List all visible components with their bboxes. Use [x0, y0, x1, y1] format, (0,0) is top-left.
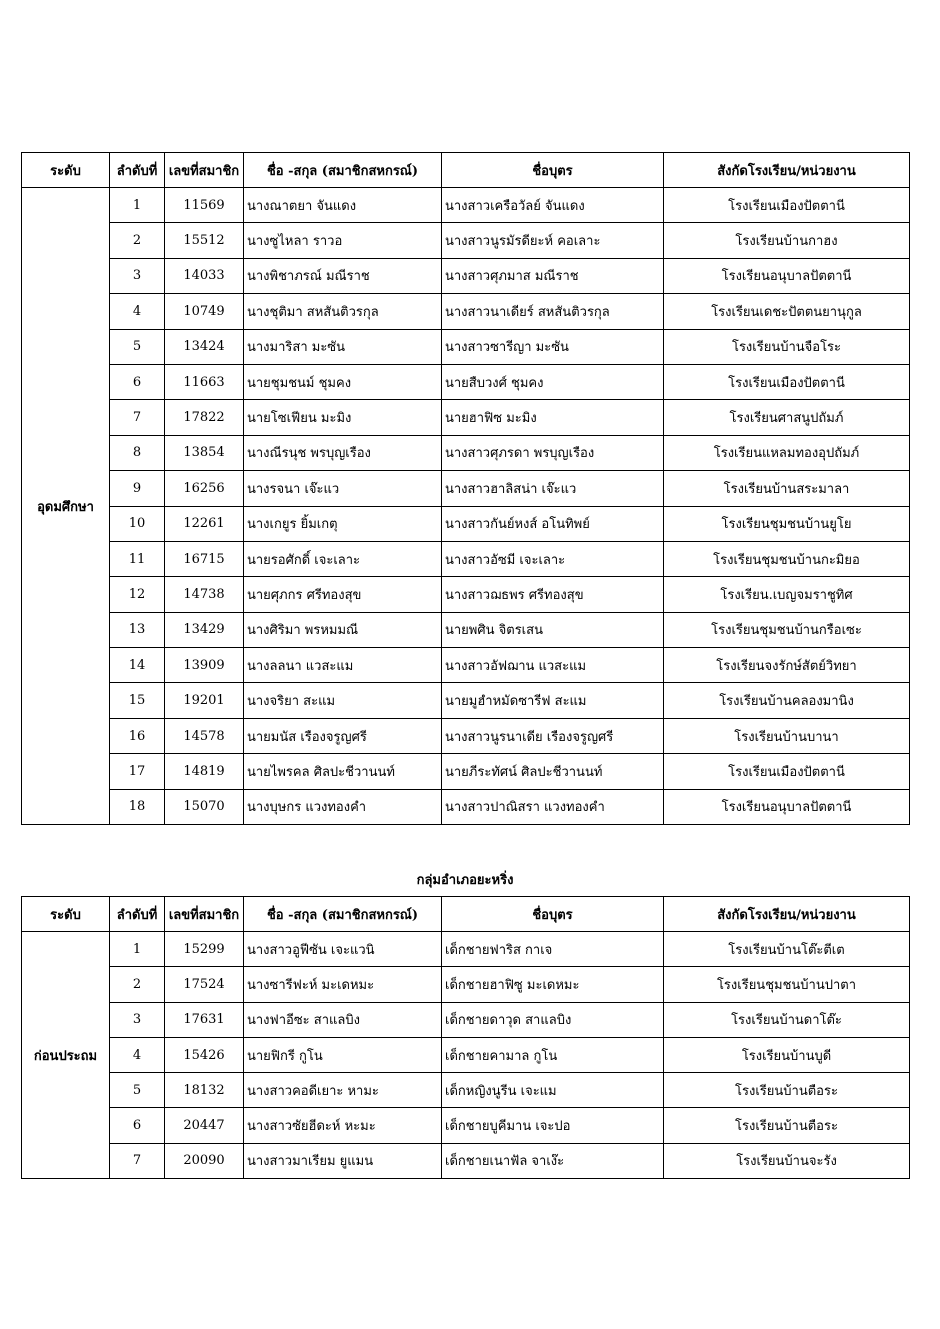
child-name-cell: นายพศิน จิตรเสน — [442, 612, 664, 647]
member-name-cell: นายศุภกร ศรีทองสุข — [244, 577, 442, 612]
member-name-cell: นางณีรนุช พรบุญเรือง — [244, 435, 442, 470]
school-cell: โรงเรียนอนุบาลปัตตานี — [664, 258, 910, 293]
child-name-cell: นางสาวอัซมี เจะเลาะ — [442, 541, 664, 576]
member-no-cell: 10749 — [165, 294, 244, 329]
member-name-cell: นางซูไหลา ราวอ — [244, 223, 442, 258]
order-cell: 1 — [110, 932, 165, 967]
order-cell: 3 — [110, 258, 165, 293]
header-order: ลำดับที่ — [110, 153, 165, 188]
school-cell: โรงเรียนแหลมทองอุปถัมภ์ — [664, 435, 910, 470]
member-name-cell: นางสาวมาเรียม ยูแมน — [244, 1143, 442, 1178]
table-header-row — [22, 897, 910, 932]
member-name-cell: นางลลนา แวสะแม — [244, 648, 442, 683]
member-no-cell: 20090 — [165, 1143, 244, 1178]
school-cell: โรงเรียน.เบญจมราชูทิศ — [664, 577, 910, 612]
table-row — [22, 329, 910, 364]
child-name-cell: นางสาวนูรมัรดียะห์ คอเลาะ — [442, 223, 664, 258]
school-cell: โรงเรียนชุมชนบ้านกรือเซะ — [664, 612, 910, 647]
table-row — [22, 1002, 910, 1037]
school-cell: โรงเรียนบ้านจือโระ — [664, 329, 910, 364]
child-name-cell: นายสืบวงศ์ ชุมคง — [442, 364, 664, 399]
table-row — [22, 612, 910, 647]
order-cell: 15 — [110, 683, 165, 718]
child-name-cell: นางสาวปาณิสรา แวงทองคำ — [442, 789, 664, 824]
school-cell: โรงเรียนบ้านคลองมานิง — [664, 683, 910, 718]
child-name-cell: เด็กชายคามาล กูโน — [442, 1037, 664, 1072]
school-cell: โรงเรียนบ้านดาโต๊ะ — [664, 1002, 910, 1037]
child-name-cell: นางสาวเครือวัลย์ จันแดง — [442, 188, 664, 223]
order-cell: 5 — [110, 329, 165, 364]
child-name-cell: นางสาวกันย์หงส์ อโนทิพย์ — [442, 506, 664, 541]
member-no-cell: 20447 — [165, 1108, 244, 1143]
member-no-cell: 14033 — [165, 258, 244, 293]
child-name-cell: เด็กชายฟาริส กาเจ — [442, 932, 664, 967]
member-no-cell: 12261 — [165, 506, 244, 541]
child-name-cell: นางสาวศุภมาส มณีราช — [442, 258, 664, 293]
member-name-cell: นายไพรคล ศิลปะชีวานนท์ — [244, 754, 442, 789]
order-cell: 7 — [110, 1143, 165, 1178]
order-cell: 12 — [110, 577, 165, 612]
member-name-cell: นางชุติมา สหสันติวรกุล — [244, 294, 442, 329]
school-cell: โรงเรียนบ้านบูดี — [664, 1037, 910, 1072]
order-cell: 14 — [110, 648, 165, 683]
child-name-cell: เด็กชายบูคีมาน เจะปอ — [442, 1108, 664, 1143]
order-cell: 11 — [110, 541, 165, 576]
table-row — [22, 577, 910, 612]
member-name-cell: นายฟิกรี กูโน — [244, 1037, 442, 1072]
table-row — [22, 1073, 910, 1108]
member-no-cell: 17524 — [165, 967, 244, 1002]
member-no-cell: 13854 — [165, 435, 244, 470]
order-cell: 1 — [110, 188, 165, 223]
child-name-cell: นายฮาฟิซ มะมิง — [442, 400, 664, 435]
header-order: ลำดับที่ — [110, 897, 165, 932]
child-name-cell: นางสาวอัฟฌาน แวสะแม — [442, 648, 664, 683]
table-row — [22, 506, 910, 541]
table-row — [22, 1143, 910, 1178]
order-cell: 9 — [110, 471, 165, 506]
member-name-cell: นางบุษกร แวงทองคำ — [244, 789, 442, 824]
member-name-cell: นายโซเฟียน มะมิง — [244, 400, 442, 435]
header-school: สังกัดโรงเรียน/หน่วยงาน — [664, 153, 910, 188]
school-cell: โรงเรียนอนุบาลปัตตานี — [664, 789, 910, 824]
member-no-cell: 18132 — [165, 1073, 244, 1108]
table-row — [22, 364, 910, 399]
member-no-cell: 14578 — [165, 718, 244, 753]
member-no-cell: 15512 — [165, 223, 244, 258]
school-cell: โรงเรียนจงรักษ์สัตย์วิทยา — [664, 648, 910, 683]
member-table-higher-education — [21, 152, 910, 825]
member-table-preschool — [21, 896, 910, 1179]
school-cell: โรงเรียนเมืองปัตตานี — [664, 188, 910, 223]
school-cell: โรงเรียนศาสนูปถัมภ์ — [664, 400, 910, 435]
school-cell: โรงเรียนชุมชนบ้านยูโย — [664, 506, 910, 541]
child-name-cell: นางสาวซารีญา มะซัน — [442, 329, 664, 364]
member-no-cell: 16715 — [165, 541, 244, 576]
member-no-cell: 15070 — [165, 789, 244, 824]
group-title: กลุ่มอำเภอยะหริ่ง — [416, 873, 514, 888]
order-cell: 4 — [110, 1037, 165, 1072]
table-row — [22, 754, 910, 789]
member-name-cell: นางสาวอูฟีซัน เจะแวนิ — [244, 932, 442, 967]
school-cell: โรงเรียนชุมชนบ้านกะมิยอ — [664, 541, 910, 576]
member-no-cell: 15426 — [165, 1037, 244, 1072]
table-row — [22, 223, 910, 258]
table-row — [22, 1108, 910, 1143]
member-name-cell: นางสาวซัยฮีดะห์ หะมะ — [244, 1108, 442, 1143]
order-cell: 2 — [110, 967, 165, 1002]
member-name-cell: นางเกยูร ยิ้มเกตุ — [244, 506, 442, 541]
member-no-cell: 19201 — [165, 683, 244, 718]
member-no-cell: 13429 — [165, 612, 244, 647]
member-name-cell: นางสาวคอดีเยาะ หามะ — [244, 1073, 442, 1108]
table-row — [22, 789, 910, 824]
order-cell: 8 — [110, 435, 165, 470]
order-cell: 17 — [110, 754, 165, 789]
school-cell: โรงเรียนเมืองปัตตานี — [664, 364, 910, 399]
level-cell: ก่อนประถม — [22, 932, 110, 1179]
table-row — [22, 718, 910, 753]
school-cell: โรงเรียนบ้านตือระ — [664, 1108, 910, 1143]
member-no-cell: 17822 — [165, 400, 244, 435]
table-row — [22, 400, 910, 435]
order-cell: 3 — [110, 1002, 165, 1037]
child-name-cell: นายภีระทัศน์ ศิลปะชีวานนท์ — [442, 754, 664, 789]
order-cell: 5 — [110, 1073, 165, 1108]
school-cell: โรงเรียนบ้านโต๊ะตีเต — [664, 932, 910, 967]
member-name-cell: นางฟาอีซะ สาแลบิง — [244, 1002, 442, 1037]
header-member-name: ชื่อ -สกุล (สมาชิกสหกรณ์) — [244, 153, 442, 188]
member-no-cell: 13909 — [165, 648, 244, 683]
table-row — [22, 188, 910, 223]
child-name-cell: นางสาวนูรนาเดีย เรืองจรูญศรี — [442, 718, 664, 753]
order-cell: 6 — [110, 1108, 165, 1143]
header-member-no: เลขที่สมาชิก — [165, 153, 244, 188]
member-name-cell: นายมนัส เรืองจรูญศรี — [244, 718, 442, 753]
member-no-cell: 16256 — [165, 471, 244, 506]
order-cell: 13 — [110, 612, 165, 647]
child-name-cell: เด็กชายดาวุด สาแลบิง — [442, 1002, 664, 1037]
header-level: ระดับ — [22, 153, 110, 188]
member-name-cell: นางมาริสา มะซัน — [244, 329, 442, 364]
child-name-cell: เด็กชายฮาฟิซู มะเดหมะ — [442, 967, 664, 1002]
order-cell: 7 — [110, 400, 165, 435]
member-name-cell: นางจริยา สะแม — [244, 683, 442, 718]
school-cell: โรงเรียนบ้านจะรัง — [664, 1143, 910, 1178]
school-cell: โรงเรียนบ้านกาฮง — [664, 223, 910, 258]
child-name-cell: นายมูฮำหมัดซารีฟ สะแม — [442, 683, 664, 718]
member-no-cell: 14819 — [165, 754, 244, 789]
member-name-cell: นางณาตยา จันแดง — [244, 188, 442, 223]
member-name-cell: นางศิริมา พรหมมณี — [244, 612, 442, 647]
school-cell: โรงเรียนเดชะปัตตนยานุกูล — [664, 294, 910, 329]
order-cell: 10 — [110, 506, 165, 541]
member-name-cell: นางซารีฟะห์ มะเดหมะ — [244, 967, 442, 1002]
member-no-cell: 11569 — [165, 188, 244, 223]
school-cell: โรงเรียนบ้านสระมาลา — [664, 471, 910, 506]
header-child-name: ชื่อบุตร — [442, 897, 664, 932]
header-member-no: เลขที่สมาชิก — [165, 897, 244, 932]
child-name-cell: นางสาวศุภรดา พรบุญเรือง — [442, 435, 664, 470]
school-cell: โรงเรียนชุมชนบ้านปาตา — [664, 967, 910, 1002]
school-cell: โรงเรียนบ้านบานา — [664, 718, 910, 753]
table-row — [22, 648, 910, 683]
member-no-cell: 13424 — [165, 329, 244, 364]
header-school: สังกัดโรงเรียน/หน่วยงาน — [664, 897, 910, 932]
table-header-row — [22, 153, 910, 188]
child-name-cell: นางสาวฮาลิสน่า เจ๊ะแว — [442, 471, 664, 506]
member-name-cell: นางพิชาภรณ์ มณีราช — [244, 258, 442, 293]
school-cell: โรงเรียนเมืองปัตตานี — [664, 754, 910, 789]
member-no-cell: 15299 — [165, 932, 244, 967]
table-row — [22, 435, 910, 470]
child-name-cell: นางสาวฌธพร ศรีทองสุข — [442, 577, 664, 612]
order-cell: 6 — [110, 364, 165, 399]
child-name-cell: นางสาวนาเดียร์ สหสันติวรกุล — [442, 294, 664, 329]
member-no-cell: 11663 — [165, 364, 244, 399]
order-cell: 16 — [110, 718, 165, 753]
member-name-cell: นายชุมชนม์ ชุมคง — [244, 364, 442, 399]
child-name-cell: เด็กชายเนาฟัล จาเง๊ะ — [442, 1143, 664, 1178]
member-name-cell: นางรจนา เจ๊ะแว — [244, 471, 442, 506]
member-name-cell: นายรอศักดิ์ เจะเลาะ — [244, 541, 442, 576]
table-row — [22, 258, 910, 293]
child-name-cell: เด็กหญิงนูรีน เจะแม — [442, 1073, 664, 1108]
school-cell: โรงเรียนบ้านตือระ — [664, 1073, 910, 1108]
table-row — [22, 471, 910, 506]
header-member-name: ชื่อ -สกุล (สมาชิกสหกรณ์) — [244, 897, 442, 932]
table-row — [22, 294, 910, 329]
table-row — [22, 683, 910, 718]
order-cell: 4 — [110, 294, 165, 329]
order-cell: 18 — [110, 789, 165, 824]
table-row — [22, 1037, 910, 1072]
header-child-name: ชื่อบุตร — [442, 153, 664, 188]
header-level: ระดับ — [22, 897, 110, 932]
level-cell: อุดมศึกษา — [22, 188, 110, 825]
table-row — [22, 967, 910, 1002]
table-row — [22, 932, 910, 967]
member-no-cell: 14738 — [165, 577, 244, 612]
table-row — [22, 541, 910, 576]
order-cell: 2 — [110, 223, 165, 258]
member-no-cell: 17631 — [165, 1002, 244, 1037]
